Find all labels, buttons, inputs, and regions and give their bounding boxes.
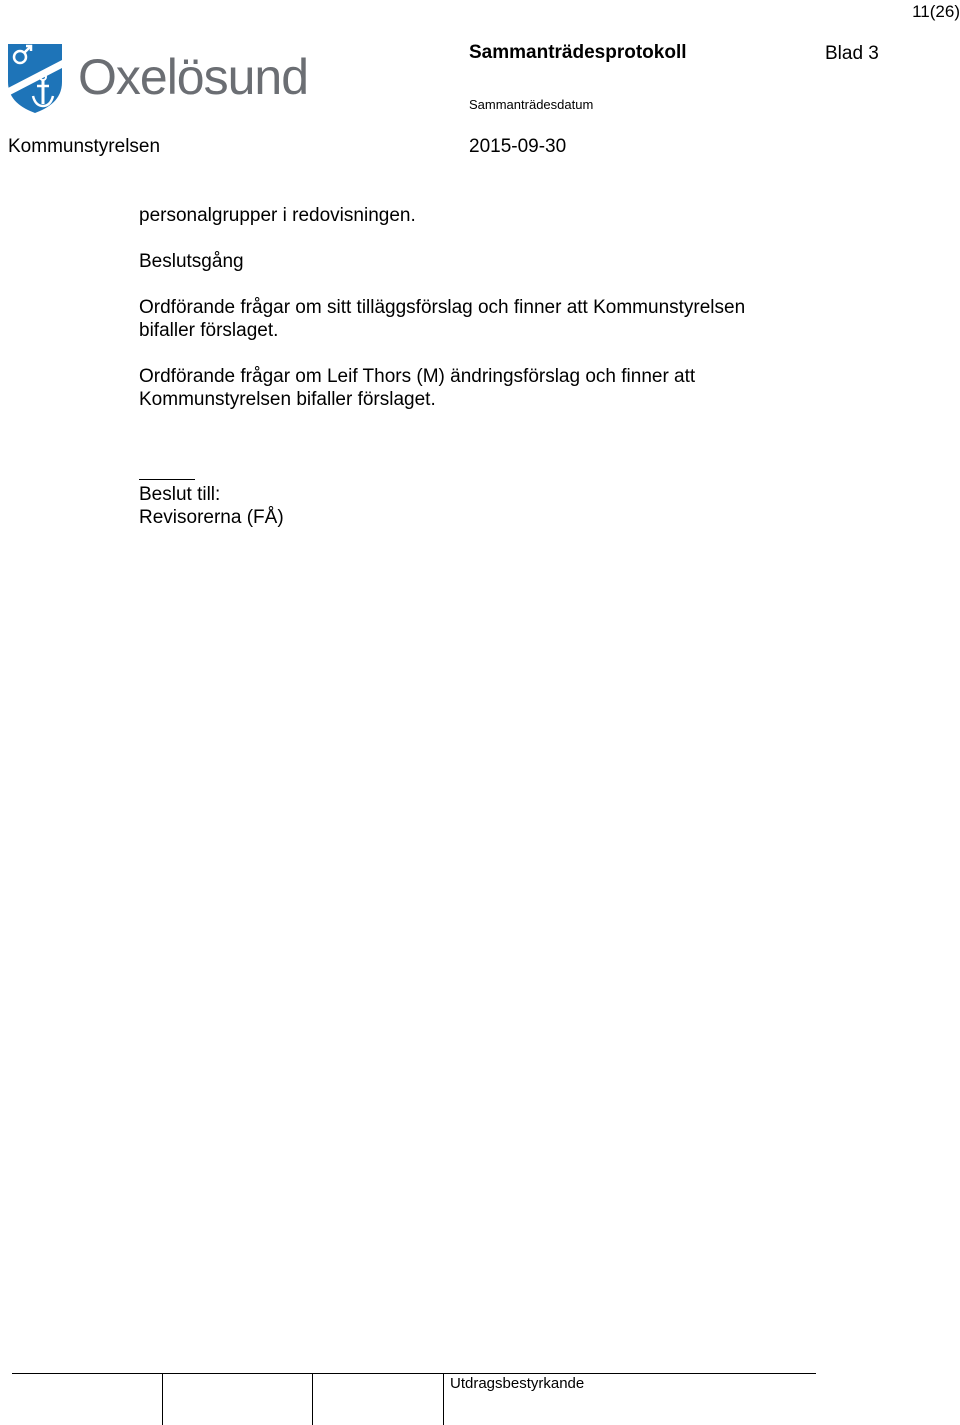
paragraph-line: Ordförande frågar om Leif Thors (M) ändringsförslag och finner att — [139, 366, 696, 387]
decision-to-label: Beslut till: — [139, 484, 221, 505]
sheet-number: Blad 3 — [825, 43, 879, 64]
meeting-date: 2015-09-30 — [469, 136, 567, 157]
separator-rule — [139, 479, 195, 480]
document-title: Sammanträdesprotokoll — [469, 42, 687, 63]
signature-cell — [312, 1374, 313, 1425]
minutes-content — [139, 204, 839, 529]
signature-cell — [162, 1374, 163, 1425]
coat-of-arms-icon — [6, 42, 66, 114]
signature-cell — [443, 1374, 444, 1425]
page-number: 11(26) — [912, 2, 960, 21]
paragraph-line: Kommunstyrelsen bifaller förslaget. — [139, 389, 436, 410]
certification-label: Utdragsbestyrkande — [450, 1375, 585, 1392]
paragraph-line: Ordförande frågar om sitt tilläggsförslag och finner att Kommunstyrelsen — [139, 297, 746, 318]
continued-text: personalgrupper i redovisningen. — [139, 205, 416, 226]
paragraph-line: bifaller förslaget. — [139, 320, 279, 341]
meeting-date-label: Sammanträdesdatum — [469, 97, 594, 112]
section-heading: Beslutsgång — [139, 251, 244, 272]
logo-wordmark: Oxelösund — [78, 49, 309, 105]
signature-footer — [12, 1373, 816, 1425]
municipality-logo — [6, 42, 318, 114]
committee-name: Kommunstyrelsen — [8, 136, 161, 157]
decision-recipient: Revisorerna (FÅ) — [139, 507, 284, 528]
